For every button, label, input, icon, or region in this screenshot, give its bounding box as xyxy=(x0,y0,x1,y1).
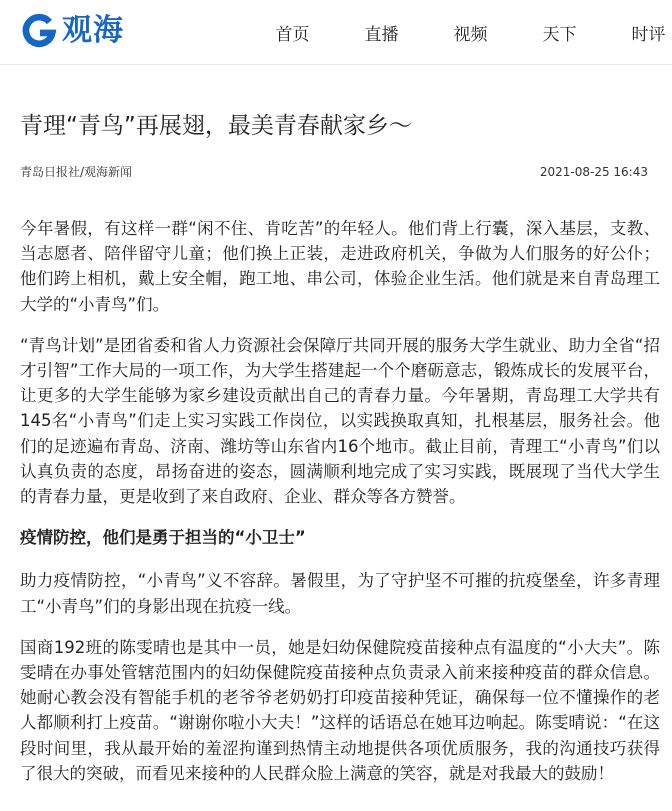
section-heading: 疫情防控，他们是勇于担当的“小卫士” xyxy=(20,528,306,548)
logo-text: 观海 xyxy=(62,13,124,48)
nav-item-live[interactable]: 直播 xyxy=(364,24,399,45)
article-paragraph: “青鸟计划”是团省委和省人力资源社会保障厅共同开展的服务大学生就业、助力全省“招才引智”工作大局的一项工作，为大学生搭建起一个个磨砺意志，锻炼成长的发展平台，让更多的大学生能够为家乡建设贡献出自己的青春力量。今年暑期，青岛理工大学共有145名“小青鸟”们走上实习实践工作岗位，以实践换取真知，扎根基层，服务社会。他们的足迹遍布青岛、济南、潍坊等山东省内16个地市。截止目前，青理工“小青鸟”们以认真负责的态度，昂扬奋进的姿态，圆满顺利地完成了实习实践，既展现了当代大学生的青春力量，更是收到了来自政府、企业、群众等各方赞誉。 xyxy=(20,335,660,507)
article-paragraph: 助力疫情防控，“小青鸟”义不容辞。暑假里，为了守护坚不可摧的抗疫堡垒，许多青理工“小青鸟”们的身影出现在抗疫一线。 xyxy=(20,571,660,616)
article-title: 青理“青鸟”再展翅，最美青春献家乡～ xyxy=(20,113,412,139)
article-source: 青岛日报社/观海新闻 xyxy=(20,165,133,179)
nav-item-home[interactable]: 首页 xyxy=(275,24,310,45)
nav-item-video[interactable]: 视频 xyxy=(453,24,488,45)
site-header xyxy=(0,0,672,65)
article-meta xyxy=(20,164,648,180)
g-logo-icon xyxy=(20,12,58,50)
main-nav xyxy=(248,0,672,64)
nav-item-world[interactable]: 天下 xyxy=(542,24,577,45)
article-time: 2021-08-25 16:43 xyxy=(539,165,648,179)
site-logo[interactable] xyxy=(20,10,124,52)
article-body xyxy=(20,216,660,802)
article-paragraph: 今年暑假，有这样一群“闲不住、肯吃苦”的年轻人。他们背上行囊，深入基层，支教、当志愿者、陪伴留守儿童；他们换上正装，走进政府机关，争做为人们服务的好公仆；他们跨上相机，戴上安全帽，跑工地、串公司，体验企业生活。他们就是来自青岛理工大学的“小青鸟”们。 xyxy=(20,219,660,314)
nav-item-commentary[interactable]: 时评 xyxy=(631,24,666,45)
article-paragraph: 国商192班的陈雯晴也是其中一员，她是妇幼保健院疫苗接种点有温度的“小大夫”。陈雯晴在办事处管辖范围内的妇幼保健院疫苗接种点负责录入前来接种疫苗的群众信息。她耐心教会没有智能手机的老爷爷老奶奶打印疫苗接种凭证，确保每一位不懂操作的老人都顺利打上疫苗。“谢谢你啦小大夫！”这样的话语总在她耳边响起。陈雯晴说：“在这段时间里，我从最开始的羞涩拘谨到热情主动地提供各项优质服务，我的沟通技巧获得了很大的突破，而看见来接种的人民群众脸上满意的笑容，就是对我最大的鼓励！ xyxy=(20,637,660,783)
